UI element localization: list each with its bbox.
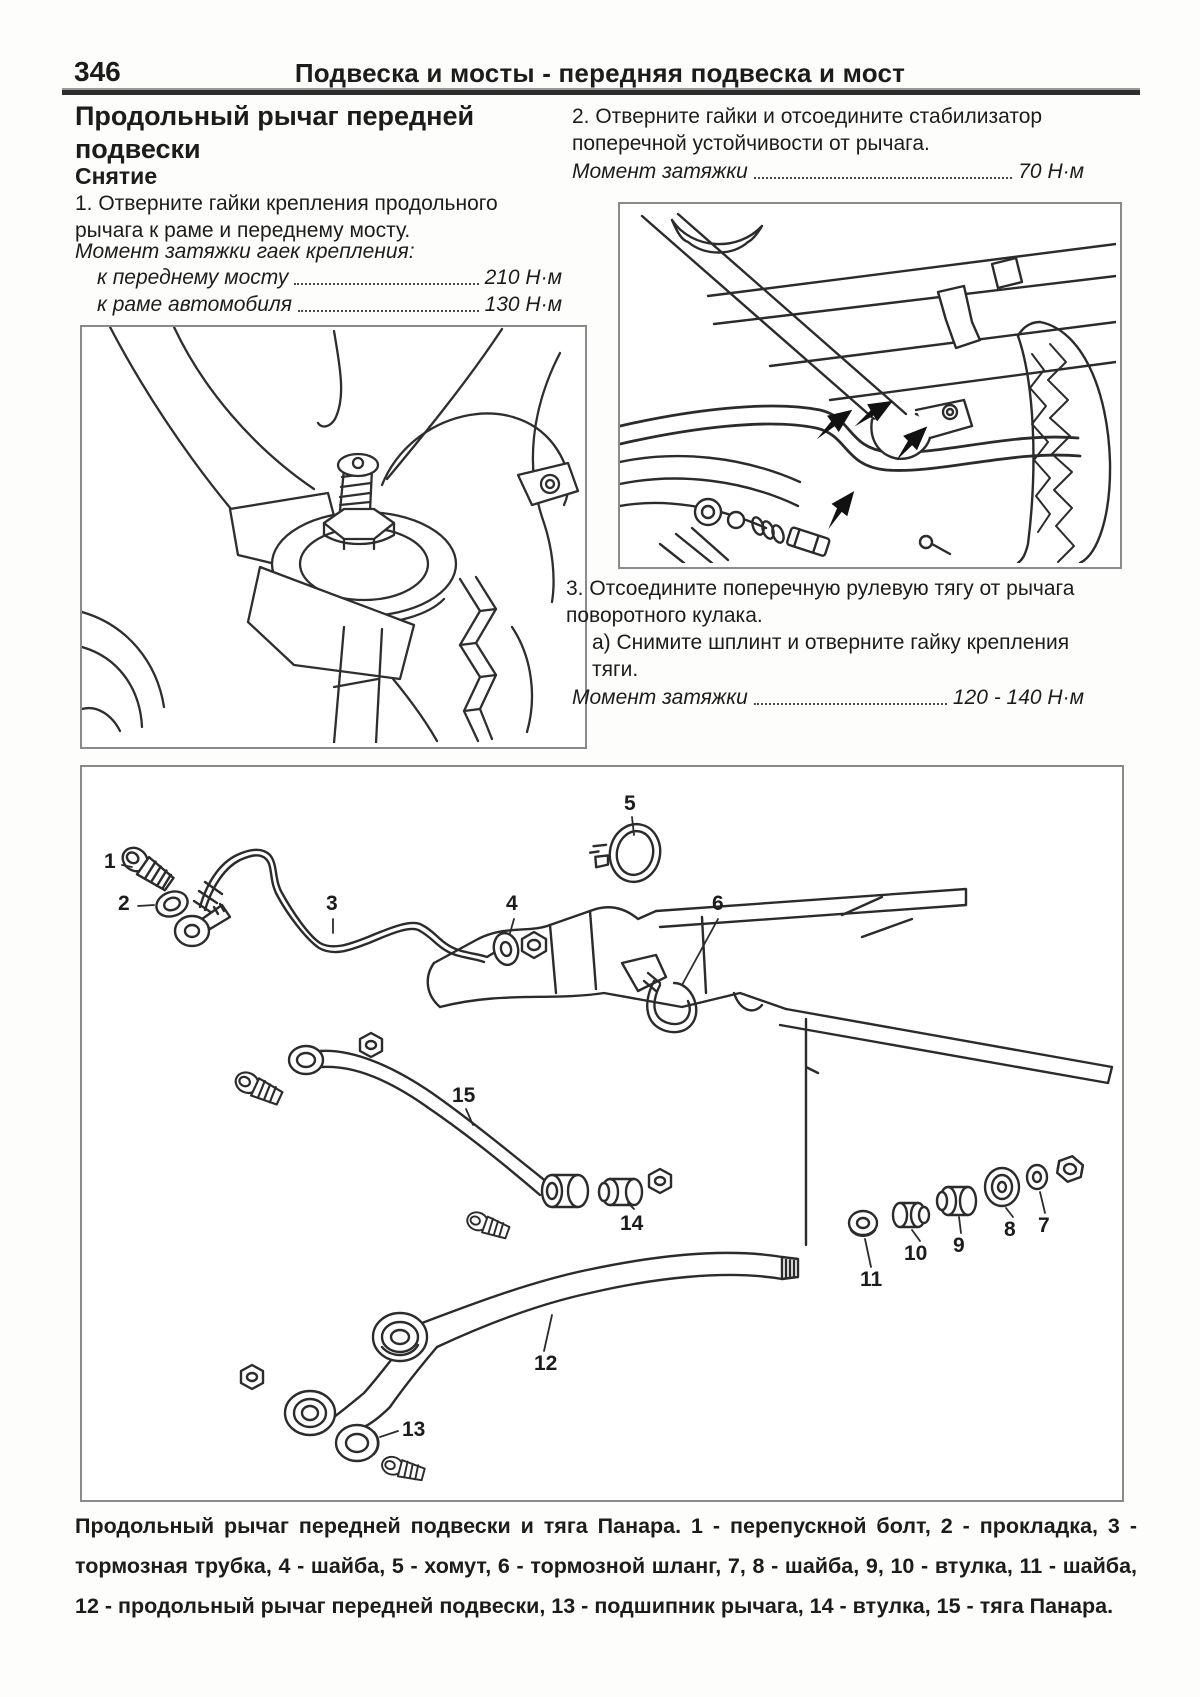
header-rule <box>62 90 1140 95</box>
page-header-title: Подвеска и мосты - передняя подвеска и мост <box>294 58 906 88</box>
part-label-7: 7 <box>1038 1214 1050 1237</box>
figure-caption: Продольный рычаг передней подвески и тяга Панара. 1 - перепускной болт, 2 - прокладка, 3 - тормозная трубка, 4 - шайба, 5 - хомут, 6 - тормозной шланг, 7, 8 - шайба, 9, 10 - втулка, 11 - шайба, 12 - продольный рычаг передней подвески, 13 - подшипник рычага, 14 - втулка, 15 - тяга Панара. <box>75 1514 1137 1618</box>
spec-value: 70 Н·м <box>1018 160 1084 183</box>
figure-arm-mount <box>80 325 587 749</box>
section-title: Продольный рычаг передней подвески <box>75 101 475 164</box>
exploded-view-illustration <box>82 767 1118 1496</box>
dot-leader <box>754 177 1012 179</box>
figure-stabilizer-bar <box>618 202 1122 569</box>
stabilizer-bar-illustration <box>620 204 1116 563</box>
step-3-text: 3. Отсоедините поперечную рулевую тягу от рычага поворотного кулака. <box>566 577 1075 627</box>
spec-value: 130 Н·м <box>484 293 562 316</box>
part-label-5: 5 <box>624 792 636 815</box>
figure-exploded-view <box>80 765 1124 1502</box>
part-label-10: 10 <box>904 1242 928 1265</box>
subsection-title: Снятие <box>75 163 158 189</box>
part-label-11: 11 <box>860 1268 883 1291</box>
part-label-12: 12 <box>534 1352 558 1375</box>
step-2-text: 2. Отверните гайки и отсоедините стабилизатор поперечной устойчивости от рычага. <box>572 105 1043 155</box>
part-label-8: 8 <box>1004 1218 1016 1241</box>
torque-spec-frame <box>97 293 562 317</box>
page-number: 346 <box>74 56 121 87</box>
part-label-1: 1 <box>104 850 116 873</box>
part-label-14: 14 <box>620 1212 644 1235</box>
part-label-4: 4 <box>506 892 518 915</box>
part-label-13: 13 <box>402 1418 426 1441</box>
spec-value: 210 Н·м <box>484 266 562 289</box>
step-1-text: 1. Отверните гайки крепления продольного рычага к раме и переднему мосту. <box>75 192 498 242</box>
spec-label: к переднему мосту <box>97 266 289 289</box>
torque-spec-tie-rod <box>572 686 1084 710</box>
dot-leader <box>754 703 947 705</box>
dot-leader <box>298 310 479 312</box>
spec-label: к раме автомобиля <box>97 293 292 316</box>
spec-value: 120 - 140 Н·м <box>952 686 1084 709</box>
spec-label: Момент затяжки <box>572 686 748 709</box>
arm-mount-illustration <box>82 327 581 743</box>
part-label-2: 2 <box>118 892 130 915</box>
step-3a-text: а) Снимите шплинт и отверните гайку крепления тяги. <box>592 631 1070 681</box>
torque-spec-front-axle <box>97 266 562 290</box>
dot-leader <box>294 283 478 285</box>
part-label-15: 15 <box>452 1084 476 1107</box>
part-label-3: 3 <box>326 892 338 915</box>
spec-label: Момент затяжки <box>572 160 748 183</box>
torque-spec-stabilizer <box>572 160 1084 184</box>
part-label-9: 9 <box>953 1234 965 1257</box>
torque-intro: Момент затяжки гаек крепления: <box>75 240 415 263</box>
part-label-6: 6 <box>712 892 724 915</box>
